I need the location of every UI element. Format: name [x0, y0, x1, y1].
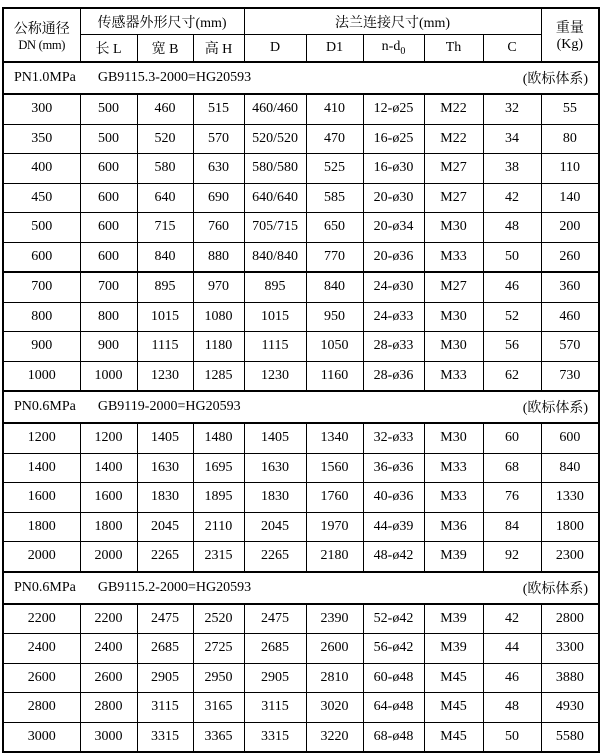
table-cell: 62 — [483, 361, 541, 391]
header-subcolumn-row — [3, 35, 599, 63]
table-cell: 650 — [306, 213, 363, 243]
table-row — [3, 272, 599, 302]
table-cell: 52 — [483, 302, 541, 332]
table-row — [3, 542, 599, 572]
table-cell: 770 — [306, 242, 363, 272]
col-header-weight — [541, 8, 599, 62]
table-cell: M45 — [424, 693, 483, 723]
table-cell: 1115 — [137, 332, 193, 362]
table-cell: 3315 — [244, 722, 306, 752]
table-cell: 76 — [483, 483, 541, 513]
table-cell: 760 — [193, 213, 244, 243]
table-cell: 1285 — [193, 361, 244, 391]
section-pressure-rating: PN0.6MPa — [14, 399, 76, 414]
table-cell: 3365 — [193, 722, 244, 752]
table-cell: 1830 — [244, 483, 306, 513]
section-title-row — [3, 572, 599, 604]
table-cell: 525 — [306, 154, 363, 184]
table-cell: 700 — [80, 272, 137, 302]
section-title-cell — [3, 572, 599, 604]
table-cell: 44-ø39 — [363, 512, 424, 542]
section-title-row — [3, 391, 599, 423]
table-cell: 800 — [80, 302, 137, 332]
dimension-spec-table — [2, 7, 600, 753]
table-cell: M22 — [424, 124, 483, 154]
table-cell: 1830 — [137, 483, 193, 513]
table-cell: 5580 — [541, 722, 599, 752]
table-cell: 600 — [80, 154, 137, 184]
col-header-n-d0: $n-d_0$ — [363, 35, 424, 63]
table-row — [3, 634, 599, 664]
table-cell: 48-ø42 — [363, 542, 424, 572]
table-cell: 520 — [137, 124, 193, 154]
table-cell: 500 — [3, 213, 80, 243]
table-row — [3, 154, 599, 184]
table-cell: 715 — [137, 213, 193, 243]
table-cell: 46 — [483, 663, 541, 693]
section-title-cell — [3, 62, 599, 94]
table-cell: 1400 — [3, 453, 80, 483]
table-cell: 450 — [3, 183, 80, 213]
table-cell: M45 — [424, 663, 483, 693]
table-cell: 260 — [541, 242, 599, 272]
table-cell: 895 — [137, 272, 193, 302]
table-cell: 3300 — [541, 634, 599, 664]
table-cell: 32-ø33 — [363, 423, 424, 453]
table-cell: 50 — [483, 722, 541, 752]
table-cell: 48 — [483, 693, 541, 723]
table-cell: 3115 — [244, 693, 306, 723]
table-cell: 2475 — [244, 604, 306, 634]
table-cell: M22 — [424, 94, 483, 124]
table-cell: 1600 — [80, 483, 137, 513]
table-cell: 1895 — [193, 483, 244, 513]
table-cell: 200 — [541, 213, 599, 243]
n-d0-subscript: 0 — [400, 45, 406, 57]
table-cell: 92 — [483, 542, 541, 572]
table-cell: 2600 — [3, 663, 80, 693]
table-cell: 2045 — [137, 512, 193, 542]
section-title-content — [5, 578, 597, 598]
table-cell: 1015 — [137, 302, 193, 332]
section-title-content — [5, 68, 597, 88]
table-cell: 900 — [3, 332, 80, 362]
table-cell: 1180 — [193, 332, 244, 362]
table-cell: 68 — [483, 453, 541, 483]
table-cell: 1200 — [80, 423, 137, 453]
section-pressure-rating: PN0.6MPa — [14, 579, 76, 595]
table-cell: 32 — [483, 94, 541, 124]
table-cell: 1695 — [193, 453, 244, 483]
table-cell: 600 — [80, 213, 137, 243]
table-cell: 60-ø48 — [363, 663, 424, 693]
table-cell: 1000 — [3, 361, 80, 391]
table-cell: 1000 — [80, 361, 137, 391]
table-row — [3, 361, 599, 391]
table-cell: 970 — [193, 272, 244, 302]
col-header-c: C — [483, 35, 541, 63]
group-header-sensor-dimensions: 传感器外形尺寸(mm) — [80, 8, 244, 35]
table-cell: M33 — [424, 361, 483, 391]
section-note: (欧标体系) — [522, 72, 589, 87]
table-cell: 520/520 — [244, 124, 306, 154]
table-cell: 1480 — [193, 423, 244, 453]
table-cell: 500 — [80, 94, 137, 124]
table-cell: 2200 — [80, 604, 137, 634]
table-cell: 730 — [541, 361, 599, 391]
table-cell: 2600 — [80, 663, 137, 693]
table-cell: 2180 — [306, 542, 363, 572]
table-cell: 38 — [483, 154, 541, 184]
table-cell: 1340 — [306, 423, 363, 453]
table-cell: 895 — [244, 272, 306, 302]
group-header-flange-connection: 法兰连接尺寸(mm) — [244, 8, 541, 35]
table-cell: M27 — [424, 154, 483, 184]
table-cell: 110 — [541, 154, 599, 184]
table-cell: 2905 — [137, 663, 193, 693]
table-cell: 2520 — [193, 604, 244, 634]
table-cell: 3315 — [137, 722, 193, 752]
table-cell: 50 — [483, 242, 541, 272]
section-standard: GB9119-2000=HG20593 — [97, 399, 241, 414]
table-cell: 600 — [541, 423, 599, 453]
table-cell: 2300 — [541, 542, 599, 572]
table-cell: 840/840 — [244, 242, 306, 272]
table-cell: 2000 — [80, 542, 137, 572]
table-row — [3, 94, 599, 124]
table-row — [3, 124, 599, 154]
table-cell: 1800 — [3, 512, 80, 542]
header-group-row — [3, 8, 599, 35]
section-standard: GB9115.3-2000=HG20593 — [97, 70, 252, 85]
table-cell: 1760 — [306, 483, 363, 513]
table-cell: 64-ø48 — [363, 693, 424, 723]
table-cell: 640 — [137, 183, 193, 213]
table-cell: 1080 — [193, 302, 244, 332]
table-cell: 2400 — [80, 634, 137, 664]
table-cell: 1050 — [306, 332, 363, 362]
table-row — [3, 423, 599, 453]
table-cell: 600 — [80, 183, 137, 213]
table-cell: 3880 — [541, 663, 599, 693]
table-cell: 2725 — [193, 634, 244, 664]
table-cell: 46 — [483, 272, 541, 302]
table-row — [3, 183, 599, 213]
col-header-th: Th — [424, 35, 483, 63]
table-cell: 34 — [483, 124, 541, 154]
table-row — [3, 213, 599, 243]
section-title-row — [3, 62, 599, 94]
table-cell: 80 — [541, 124, 599, 154]
table-cell: 950 — [306, 302, 363, 332]
table-cell: 84 — [483, 512, 541, 542]
table-cell: 56-ø42 — [363, 634, 424, 664]
table-cell: 360 — [541, 272, 599, 302]
table-cell: 840 — [137, 242, 193, 272]
table-cell: 570 — [541, 332, 599, 362]
table-cell: 2045 — [244, 512, 306, 542]
table-cell: 1630 — [137, 453, 193, 483]
table-row — [3, 663, 599, 693]
table-cell: 1630 — [244, 453, 306, 483]
table-cell: 640/640 — [244, 183, 306, 213]
table-cell: 880 — [193, 242, 244, 272]
col-header-weight-title: 重量 — [555, 21, 584, 36]
table-cell: 500 — [80, 124, 137, 154]
table-cell: 2315 — [193, 542, 244, 572]
table-cell: 2905 — [244, 663, 306, 693]
table-cell: 28-ø33 — [363, 332, 424, 362]
table-cell: 630 — [193, 154, 244, 184]
table-cell: 2685 — [244, 634, 306, 664]
table-cell: 2685 — [137, 634, 193, 664]
table-cell: 20-ø34 — [363, 213, 424, 243]
table-cell: M39 — [424, 542, 483, 572]
table-cell: 3000 — [3, 722, 80, 752]
table-cell: 1600 — [3, 483, 80, 513]
table-cell: M39 — [424, 604, 483, 634]
table-cell: 350 — [3, 124, 80, 154]
table-cell: 2265 — [137, 542, 193, 572]
table-cell: 460 — [541, 302, 599, 332]
table-row — [3, 693, 599, 723]
table-cell: 42 — [483, 183, 541, 213]
table-cell: 2800 — [541, 604, 599, 634]
table-cell: 60 — [483, 423, 541, 453]
table-cell: 20-ø36 — [363, 242, 424, 272]
table-cell: 1230 — [244, 361, 306, 391]
table-cell: M27 — [424, 183, 483, 213]
table-cell: 52-ø42 — [363, 604, 424, 634]
table-cell: 840 — [541, 453, 599, 483]
table-cell: 1015 — [244, 302, 306, 332]
table-cell: 16-ø30 — [363, 154, 424, 184]
table-cell: 470 — [306, 124, 363, 154]
table-row — [3, 604, 599, 634]
col-header-weight-unit: (Kg) — [556, 37, 584, 52]
table-cell: 3220 — [306, 722, 363, 752]
section-note: (欧标体系) — [522, 401, 589, 416]
table-cell: 2600 — [306, 634, 363, 664]
col-header-d1: D1 — [306, 35, 363, 63]
table-cell: 585 — [306, 183, 363, 213]
table-header — [3, 8, 599, 62]
table-cell: M36 — [424, 512, 483, 542]
col-header-width-b: 宽 B — [137, 35, 193, 63]
col-header-d: D — [244, 35, 306, 63]
table-cell: 4930 — [541, 693, 599, 723]
table-cell: 2950 — [193, 663, 244, 693]
table-cell: M33 — [424, 453, 483, 483]
table-cell: 410 — [306, 94, 363, 124]
table-cell: 400 — [3, 154, 80, 184]
table-cell: 3020 — [306, 693, 363, 723]
col-header-dn — [3, 8, 80, 62]
table-cell: 515 — [193, 94, 244, 124]
table-cell: 2110 — [193, 512, 244, 542]
table-cell: 55 — [541, 94, 599, 124]
section-note: (欧标体系) — [522, 581, 589, 597]
table-cell: 1405 — [137, 423, 193, 453]
table-cell: M30 — [424, 213, 483, 243]
table-cell: 3165 — [193, 693, 244, 723]
table-cell: 68-ø48 — [363, 722, 424, 752]
table-cell: 1230 — [137, 361, 193, 391]
table-cell: M27 — [424, 272, 483, 302]
table-cell: 2265 — [244, 542, 306, 572]
table-cell: 600 — [80, 242, 137, 272]
table-cell: M30 — [424, 423, 483, 453]
table-cell: 700 — [3, 272, 80, 302]
table-row — [3, 483, 599, 513]
table-cell: 1800 — [80, 512, 137, 542]
table-cell: 1800 — [541, 512, 599, 542]
table-cell: 800 — [3, 302, 80, 332]
table-cell: 705/715 — [244, 213, 306, 243]
col-header-height-h: 高 H — [193, 35, 244, 63]
section-title-cell — [3, 391, 599, 423]
table-row — [3, 332, 599, 362]
table-body — [3, 62, 599, 752]
table-cell: 3115 — [137, 693, 193, 723]
table-cell: 460/460 — [244, 94, 306, 124]
table-cell: 1330 — [541, 483, 599, 513]
table-cell: 2475 — [137, 604, 193, 634]
table-cell: M33 — [424, 242, 483, 272]
table-row — [3, 302, 599, 332]
table-cell: 42 — [483, 604, 541, 634]
table-cell: 2390 — [306, 604, 363, 634]
table-cell: 24-ø30 — [363, 272, 424, 302]
table-cell: 140 — [541, 183, 599, 213]
table-cell: 1970 — [306, 512, 363, 542]
col-header-dn-unit: DN (mm) — [18, 37, 66, 52]
table-cell: 44 — [483, 634, 541, 664]
table-cell: 2800 — [80, 693, 137, 723]
table-cell: 1200 — [3, 423, 80, 453]
table-cell: 600 — [3, 242, 80, 272]
table-row — [3, 242, 599, 272]
table-cell: 40-ø36 — [363, 483, 424, 513]
table-cell: 2400 — [3, 634, 80, 664]
table-cell: M45 — [424, 722, 483, 752]
table-cell: 56 — [483, 332, 541, 362]
table-cell: 690 — [193, 183, 244, 213]
col-header-dn-title: 公称通径 — [13, 21, 70, 37]
table-cell: 1405 — [244, 423, 306, 453]
table-cell: 2800 — [3, 693, 80, 723]
table-cell: 900 — [80, 332, 137, 362]
table-cell: 1115 — [244, 332, 306, 362]
table-cell: 12-ø25 — [363, 94, 424, 124]
table-cell: 460 — [137, 94, 193, 124]
table-cell: 1400 — [80, 453, 137, 483]
section-pressure-rating: PN1.0MPa — [14, 70, 76, 85]
table-cell: M30 — [424, 302, 483, 332]
table-cell: 2200 — [3, 604, 80, 634]
section-standard: GB9115.2-2000=HG20593 — [97, 579, 252, 595]
table-cell: 580 — [137, 154, 193, 184]
table-cell: 16-ø25 — [363, 124, 424, 154]
table-cell: 580/580 — [244, 154, 306, 184]
table-cell: 48 — [483, 213, 541, 243]
table-cell: 300 — [3, 94, 80, 124]
col-header-length-l: 长 L — [80, 35, 137, 63]
table-cell: M30 — [424, 332, 483, 362]
table-cell: 28-ø36 — [363, 361, 424, 391]
table-cell: 2810 — [306, 663, 363, 693]
table-row — [3, 512, 599, 542]
table-cell: 2000 — [3, 542, 80, 572]
table-cell: 1160 — [306, 361, 363, 391]
table-row — [3, 453, 599, 483]
table-cell: 1560 — [306, 453, 363, 483]
table-cell: 36-ø36 — [363, 453, 424, 483]
table-row — [3, 722, 599, 752]
table-cell: 24-ø33 — [363, 302, 424, 332]
table-cell: M39 — [424, 634, 483, 664]
table-cell: M33 — [424, 483, 483, 513]
table-cell: 570 — [193, 124, 244, 154]
table-cell: 840 — [306, 272, 363, 302]
table-cell: 3000 — [80, 722, 137, 752]
section-title-content — [5, 397, 597, 417]
table-cell: 20-ø30 — [363, 183, 424, 213]
